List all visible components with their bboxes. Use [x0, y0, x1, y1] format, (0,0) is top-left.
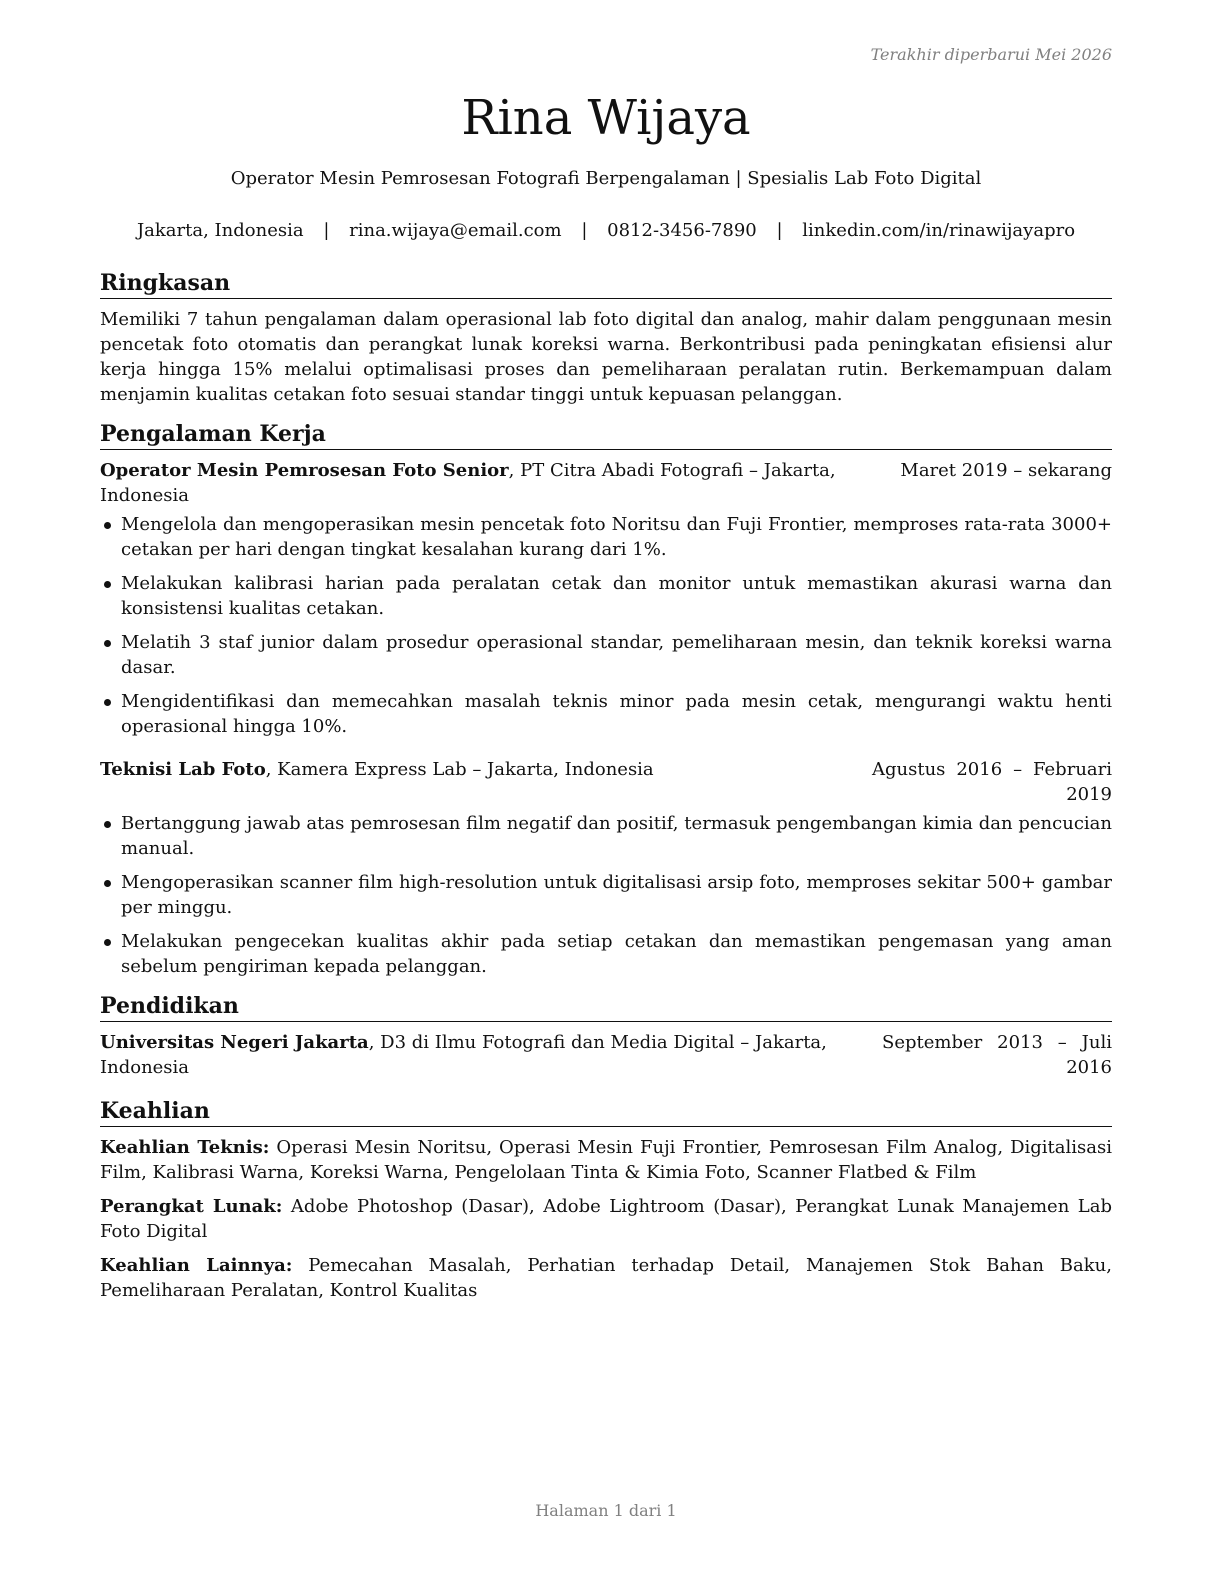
section-title-summary: Ringkasan: [100, 268, 1112, 299]
contact-phone: 0812-3456-7890: [607, 220, 757, 241]
experience-section: [100, 419, 1112, 979]
list-item: Melakukan kalibrasi harian pada peralatan cetak dan monitor untuk memastikan akurasi warna dan konsistensi kualitas cetakan.: [100, 571, 1112, 621]
skill-value: Adobe Photoshop (Dasar), Adobe Lightroom (Dasar), Perangkat Lunak Manajemen Lab Foto Digital: [100, 1196, 1112, 1242]
last-updated: Terakhir diperbarui Mei 2026: [870, 45, 1112, 64]
contact-separator: |: [776, 220, 783, 241]
job-header: [100, 757, 1112, 807]
skill-line: [100, 1253, 1112, 1303]
job-bullets: [100, 811, 1112, 979]
section-title-experience: Pengalaman Kerja: [100, 419, 1112, 450]
list-item: Mengelola dan mengoperasikan mesin pencetak foto Noritsu dan Fuji Frontier, memproses rata-rata 3000+ cetakan per hari dengan tingkat kesalahan kurang dari 1%.: [100, 512, 1112, 562]
candidate-headline: Operator Mesin Pemrosesan Fotografi Berpengalaman | Spesialis Lab Foto Digital: [230, 168, 982, 189]
page-number: Halaman 1 dari 1: [535, 1501, 677, 1520]
contact-separator: |: [323, 220, 330, 241]
skill-label: Keahlian Teknis:: [100, 1137, 270, 1158]
list-item: Mengoperasikan scanner film high-resolution untuk digitalisasi arsip foto, memproses sekitar 500+ gambar per minggu.: [100, 870, 1112, 920]
education-dates: September 2013 – Juli 2016: [882, 1032, 1112, 1078]
list-item: Melatih 3 staf junior dalam prosedur operasional standar, pemeliharaan mesin, dan teknik koreksi warna dasar.: [100, 630, 1112, 680]
list-item: Bertanggung jawab atas pemrosesan film negatif dan positif, termasuk pengembangan kimia dan pencucian manual.: [100, 811, 1112, 861]
skills-section: [100, 1096, 1112, 1303]
job-dates: Maret 2019 – sekarang: [900, 460, 1112, 481]
skill-label: Perangkat Lunak:: [100, 1196, 283, 1217]
job-header: [100, 458, 1112, 508]
skill-value: Operasi Mesin Noritsu, Operasi Mesin Fuji Frontier, Pemrosesan Film Analog, Digitalisasi Film, Kalibrasi Warna, Koreksi Warna, Pengelolaan Tinta & Kimia Foto, Scanner Flatbed & Film: [100, 1137, 1112, 1183]
contact-line: [100, 219, 1112, 243]
candidate-name: Rina Wijaya: [461, 90, 751, 146]
skill-value: Pemecahan Masalah, Perhatian terhadap Detail, Manajemen Stok Bahan Baku, Pemeliharaan Peralatan, Kontrol Kualitas: [100, 1255, 1112, 1301]
contact-location: Jakarta, Indonesia: [136, 220, 304, 241]
section-title-education: Pendidikan: [100, 991, 1112, 1022]
summary-text: Memiliki 7 tahun pengalaman dalam operasional lab foto digital dan analog, mahir dalam penggunaan mesin pencetak foto otomatis dan perangkat lunak koreksi warna. Berkontribusi pada peningkatan efisiensi alur kerja hingga 15% melalui optimalisasi proses dan pemeliharaan peralatan rutin. Berkemampuan dalam menjamin kualitas cetakan foto sesuai standar tinggi untuk kepuasan pelanggan.: [100, 309, 1112, 405]
job-role: Teknisi Lab Foto: [100, 759, 266, 780]
job-company: , Kamera Express Lab – Jakarta, Indonesia: [265, 759, 654, 780]
education-school: Universitas Negeri Jakarta: [100, 1032, 369, 1053]
education-section: [100, 991, 1112, 1080]
section-title-skills: Keahlian: [100, 1096, 1112, 1127]
list-item: Melakukan pengecekan kualitas akhir pada setiap cetakan dan memastikan pengemasan yang aman sebelum pengiriman kepada pelanggan.: [100, 929, 1112, 979]
resume-content: [100, 268, 1112, 1315]
education-entry: [100, 1030, 1112, 1080]
skill-label: Keahlian Lainnya:: [100, 1255, 293, 1276]
contact-linkedin[interactable]: linkedin.com/in/rinawijayapro: [802, 220, 1076, 241]
job-dates: Agustus 2016 – Februari 2019: [872, 759, 1112, 805]
job-role: Operator Mesin Pemrosesan Foto Senior: [100, 460, 509, 481]
contact-separator: |: [581, 220, 588, 241]
job-company: , PT Citra Abadi Fotografi – Jakarta, Indonesia: [100, 460, 836, 506]
resume-page: [100, 0, 1112, 1584]
list-item: Mengidentifikasi dan memecahkan masalah teknis minor pada mesin cetak, mengurangi waktu henti operasional hingga 10%.: [100, 689, 1112, 739]
job-bullets: [100, 512, 1112, 739]
contact-email[interactable]: rina.wijaya@email.com: [349, 220, 562, 241]
summary-section: [100, 268, 1112, 407]
skill-line: [100, 1135, 1112, 1185]
skill-line: [100, 1194, 1112, 1244]
education-detail: , D3 di Ilmu Fotografi dan Media Digital – Jakarta, Indonesia: [100, 1032, 827, 1078]
